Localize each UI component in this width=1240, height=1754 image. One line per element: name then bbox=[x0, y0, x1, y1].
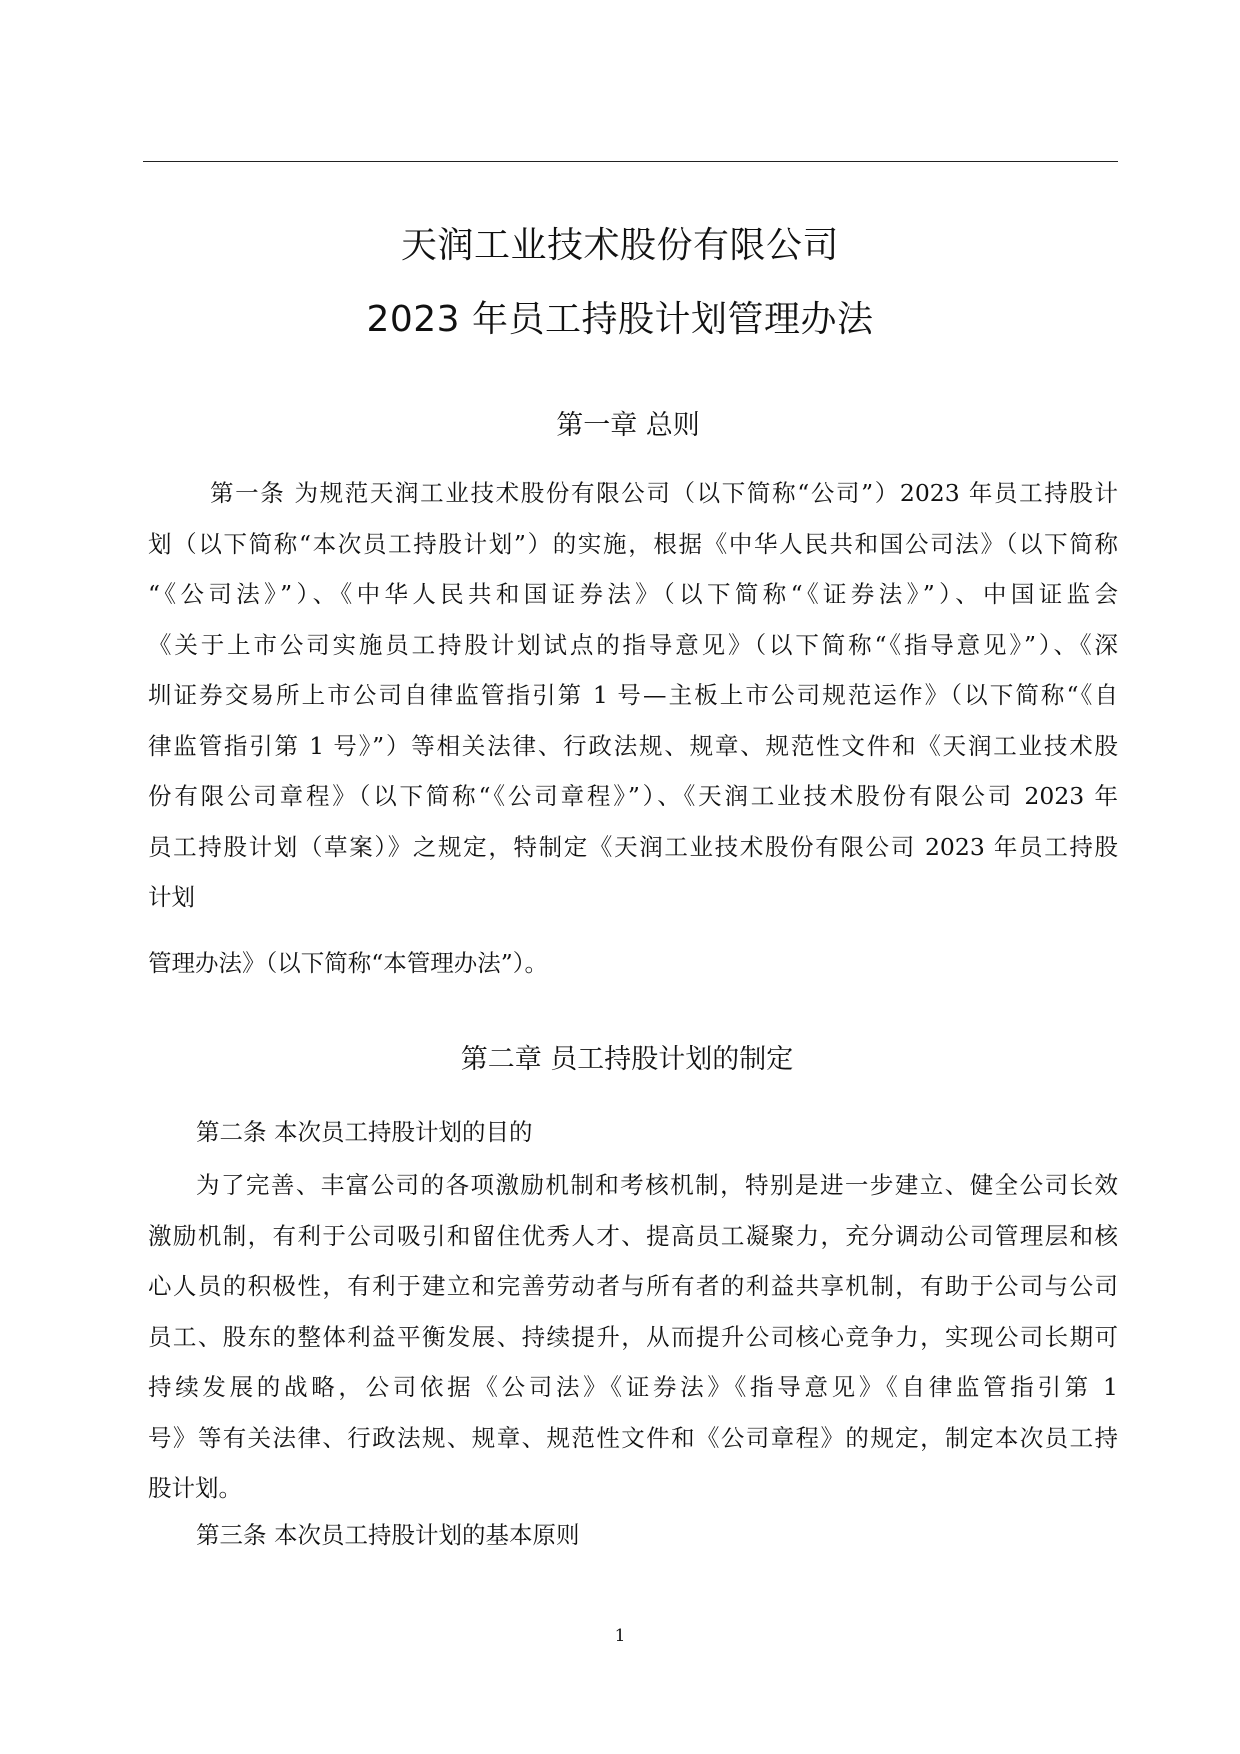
paragraph-line: “《公司法》”）、《中华人民共和国证券法》（以下简称“《证券法》”）、中国证监会 bbox=[148, 580, 1118, 608]
page-number: 1 bbox=[614, 1626, 626, 1646]
article-2-heading: 第二条 本次员工持股计划的目的 bbox=[196, 1118, 533, 1146]
paragraph-line: 员工持股计划（草案）》之规定，特制定《天润工业技术股份有限公司 2023 年员工持股 bbox=[148, 832, 1118, 861]
paragraph-line: 圳证券交易所上市公司自律监管指引第 1 号—主板上市公司规范运作》（以下简称“《自 bbox=[148, 681, 1118, 709]
paragraph-line: 员工、股东的整体利益平衡发展、持续提升，从而提升公司核心竞争力，实现公司长期可 bbox=[148, 1322, 1118, 1351]
paragraph-line: 为了完善、丰富公司的各项激励机制和考核机制，特别是进一步建立、健全公司长效 bbox=[196, 1171, 1118, 1199]
paragraph-line: 计划 bbox=[148, 883, 195, 911]
document-title-company: 天润工业技术股份有限公司 bbox=[400, 225, 839, 266]
article-1-paragraph bbox=[148, 468, 1118, 923]
chapter-heading-1: 第一章 总则 bbox=[556, 410, 700, 441]
article-2-paragraph bbox=[148, 1160, 1118, 1514]
paragraph-line: 号》等有关法律、行政法规、规章、规范性文件和《公司章程》的规定，制定本次员工持 bbox=[148, 1423, 1118, 1452]
article-3-heading: 第三条 本次员工持股计划的基本原则 bbox=[196, 1521, 580, 1549]
paragraph-line: 心人员的积极性，有利于建立和完善劳动者与所有者的利益共享机制，有助于公司与公司 bbox=[148, 1272, 1118, 1300]
document-title-plan: 2023 年员工持股计划管理办法 bbox=[366, 299, 874, 340]
header-rule bbox=[143, 161, 1118, 162]
paragraph-line: 份有限公司章程》（以下简称“《公司章程》”）、《天润工业技术股份有限公司 2023 年 bbox=[148, 782, 1118, 810]
chapter-heading-2: 第二章 员工持股计划的制定 bbox=[460, 1044, 794, 1075]
paragraph-line: 律监管指引第 1 号》”）等相关法律、行政法规、规章、规范性文件和《天润工业技术股 bbox=[148, 731, 1118, 760]
paragraph-line: 《关于上市公司实施员工持股计划试点的指导意见》（以下简称“《指导意见》”）、《深 bbox=[148, 630, 1118, 659]
paragraph-line: 股计划。 bbox=[148, 1474, 242, 1502]
paragraph-line: 第一条 为规范天润工业技术股份有限公司（以下简称“公司”）2023 年员工持股计 bbox=[210, 479, 1118, 507]
paragraph-line: 激励机制，有利于公司吸引和留住优秀人才、提高员工凝聚力，充分调动公司管理层和核 bbox=[148, 1221, 1118, 1250]
paragraph-line: 持续发展的战略，公司依据《公司法》《证券法》《指导意见》《自律监管指引第 1 bbox=[148, 1373, 1118, 1401]
paragraph-line: 划（以下简称“本次员工持股计划”）的实施，根据《中华人民共和国公司法》（以下简称 bbox=[148, 529, 1118, 558]
article-1-tail: 管理办法》（以下简称“本管理办法”）。 bbox=[148, 949, 549, 977]
